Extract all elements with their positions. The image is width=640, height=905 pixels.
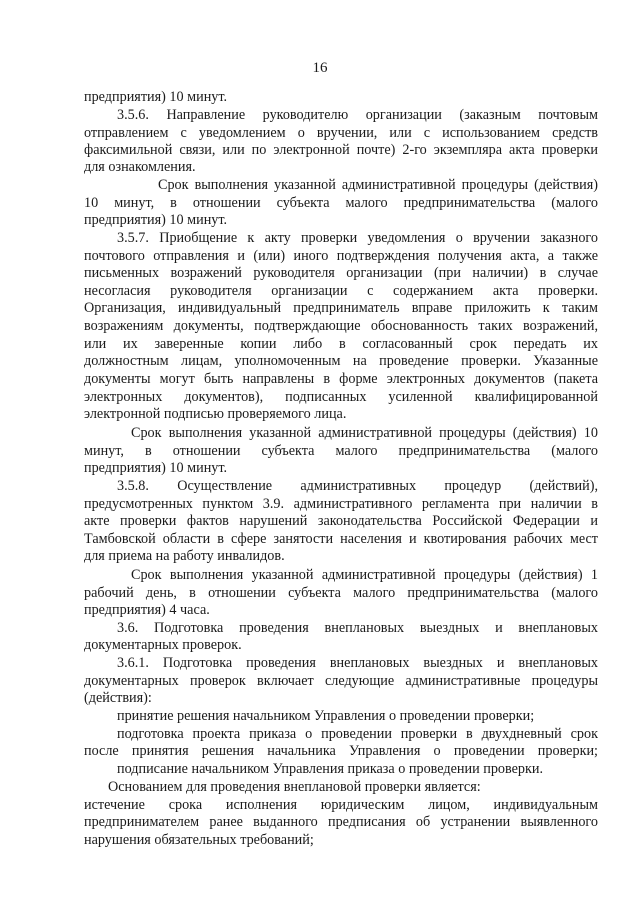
text-line: 3.5.8. Осуществление административных процедур (действий),	[117, 478, 598, 494]
text-line: Срок выполнения указанной административной процедуры (действия) 1	[131, 567, 598, 583]
text-line: письменных возражений руководителя организации (при наличии) в случае	[84, 265, 598, 281]
page-number: 16	[312, 60, 328, 76]
text-line: минут, в отношении субъекта малого предпринимательства (малого	[84, 443, 598, 459]
text-line: предприятия) 4 часа.	[84, 602, 210, 618]
text-line: электронных документов), подписанных усиленной квалифицированной	[84, 389, 598, 405]
text-line: отправлением с уведомлением о вручении, или с использованием средств	[84, 125, 598, 141]
text-line: истечение срока исполнения юридическим лицом, индивидуальным	[84, 797, 598, 813]
text-line: несогласия руководителя организации с содержанием акта проверки.	[84, 283, 598, 299]
text-line: рабочий день, в отношении субъекта малого предпринимательства (малого	[84, 585, 598, 601]
text-line: факсимильной связи, или по электронной почте) 2-го экземпляра акта проверки	[84, 142, 598, 158]
text-line: возражениям документы, подтверждающие обоснованность таких возражений,	[84, 318, 598, 334]
text-line: электронной подписью проверяемого лица.	[84, 406, 347, 422]
text-line: Основанием для проведения внеплановой проверки является:	[108, 779, 481, 795]
text-line: после принятия решения начальника Управления о проведении проверки;	[84, 743, 598, 759]
text-line: акте проверки фактов нарушений законодательства Российской Федерации и	[84, 513, 598, 529]
text-line: или их заверенные копии либо в согласованный срок передать их	[84, 336, 598, 352]
text-line: предпринимателем ранее выданного предписания об устранении выявленного	[84, 814, 598, 830]
text-line: документарных проверок включает следующие административные процедуры	[84, 673, 598, 689]
text-line: предприятия) 10 минут.	[84, 212, 228, 228]
text-line: документы могут быть направлены в форме электронных документов (пакета	[84, 371, 598, 387]
text-line: предусмотренных пунктом 3.9. административного регламента при наличии в	[84, 496, 598, 512]
text-line: Тамбовской области в сфере занятости населения и квотирования рабочих мест	[84, 531, 598, 547]
text-line: принятие решения начальником Управления о проведении проверки;	[117, 708, 535, 724]
text-line: 10 минут, в отношении субъекта малого предпринимательства (малого	[84, 195, 598, 211]
text-line: нарушения обязательных требований;	[84, 832, 314, 848]
text-line: Срок выполнения указанной административной процедуры (действия) 10	[131, 425, 598, 441]
text-line: для ознакомления.	[84, 159, 196, 175]
text-line: документарных проверок.	[84, 637, 242, 653]
text-line: предприятия) 10 минут.	[84, 89, 228, 105]
text-line: Срок выполнения указанной административной процедуры (действия)	[158, 177, 598, 193]
text-line: для приема на работу инвалидов.	[84, 548, 285, 564]
text-line: 3.5.7. Приобщение к акту проверки уведомления о вручении заказного	[117, 230, 598, 246]
text-line: подписание начальником Управления приказа о проведении проверки.	[117, 761, 544, 777]
text-line: предприятия) 10 минут.	[84, 460, 228, 476]
text-line: (действия):	[84, 690, 152, 706]
text-line: должностным лицам, уполномоченным на проведение проверки. Указанные	[84, 353, 598, 369]
text-line: 3.6.1. Подготовка проведения внеплановых выездных и внеплановых	[117, 655, 598, 671]
text-line: 3.6. Подготовка проведения внеплановых выездных и внеплановых	[117, 620, 598, 636]
text-line: почтового отправления и (или) иного подтверждения получения акта, а также	[84, 248, 598, 264]
text-line: 3.5.6. Направление руководителю организации (заказным почтовым	[117, 107, 598, 123]
text-line: Организация, индивидуальный предприниматель вправе приложить к таким	[84, 300, 598, 316]
text-line: подготовка проекта приказа о проведении проверки в двухдневный срок	[117, 726, 598, 742]
